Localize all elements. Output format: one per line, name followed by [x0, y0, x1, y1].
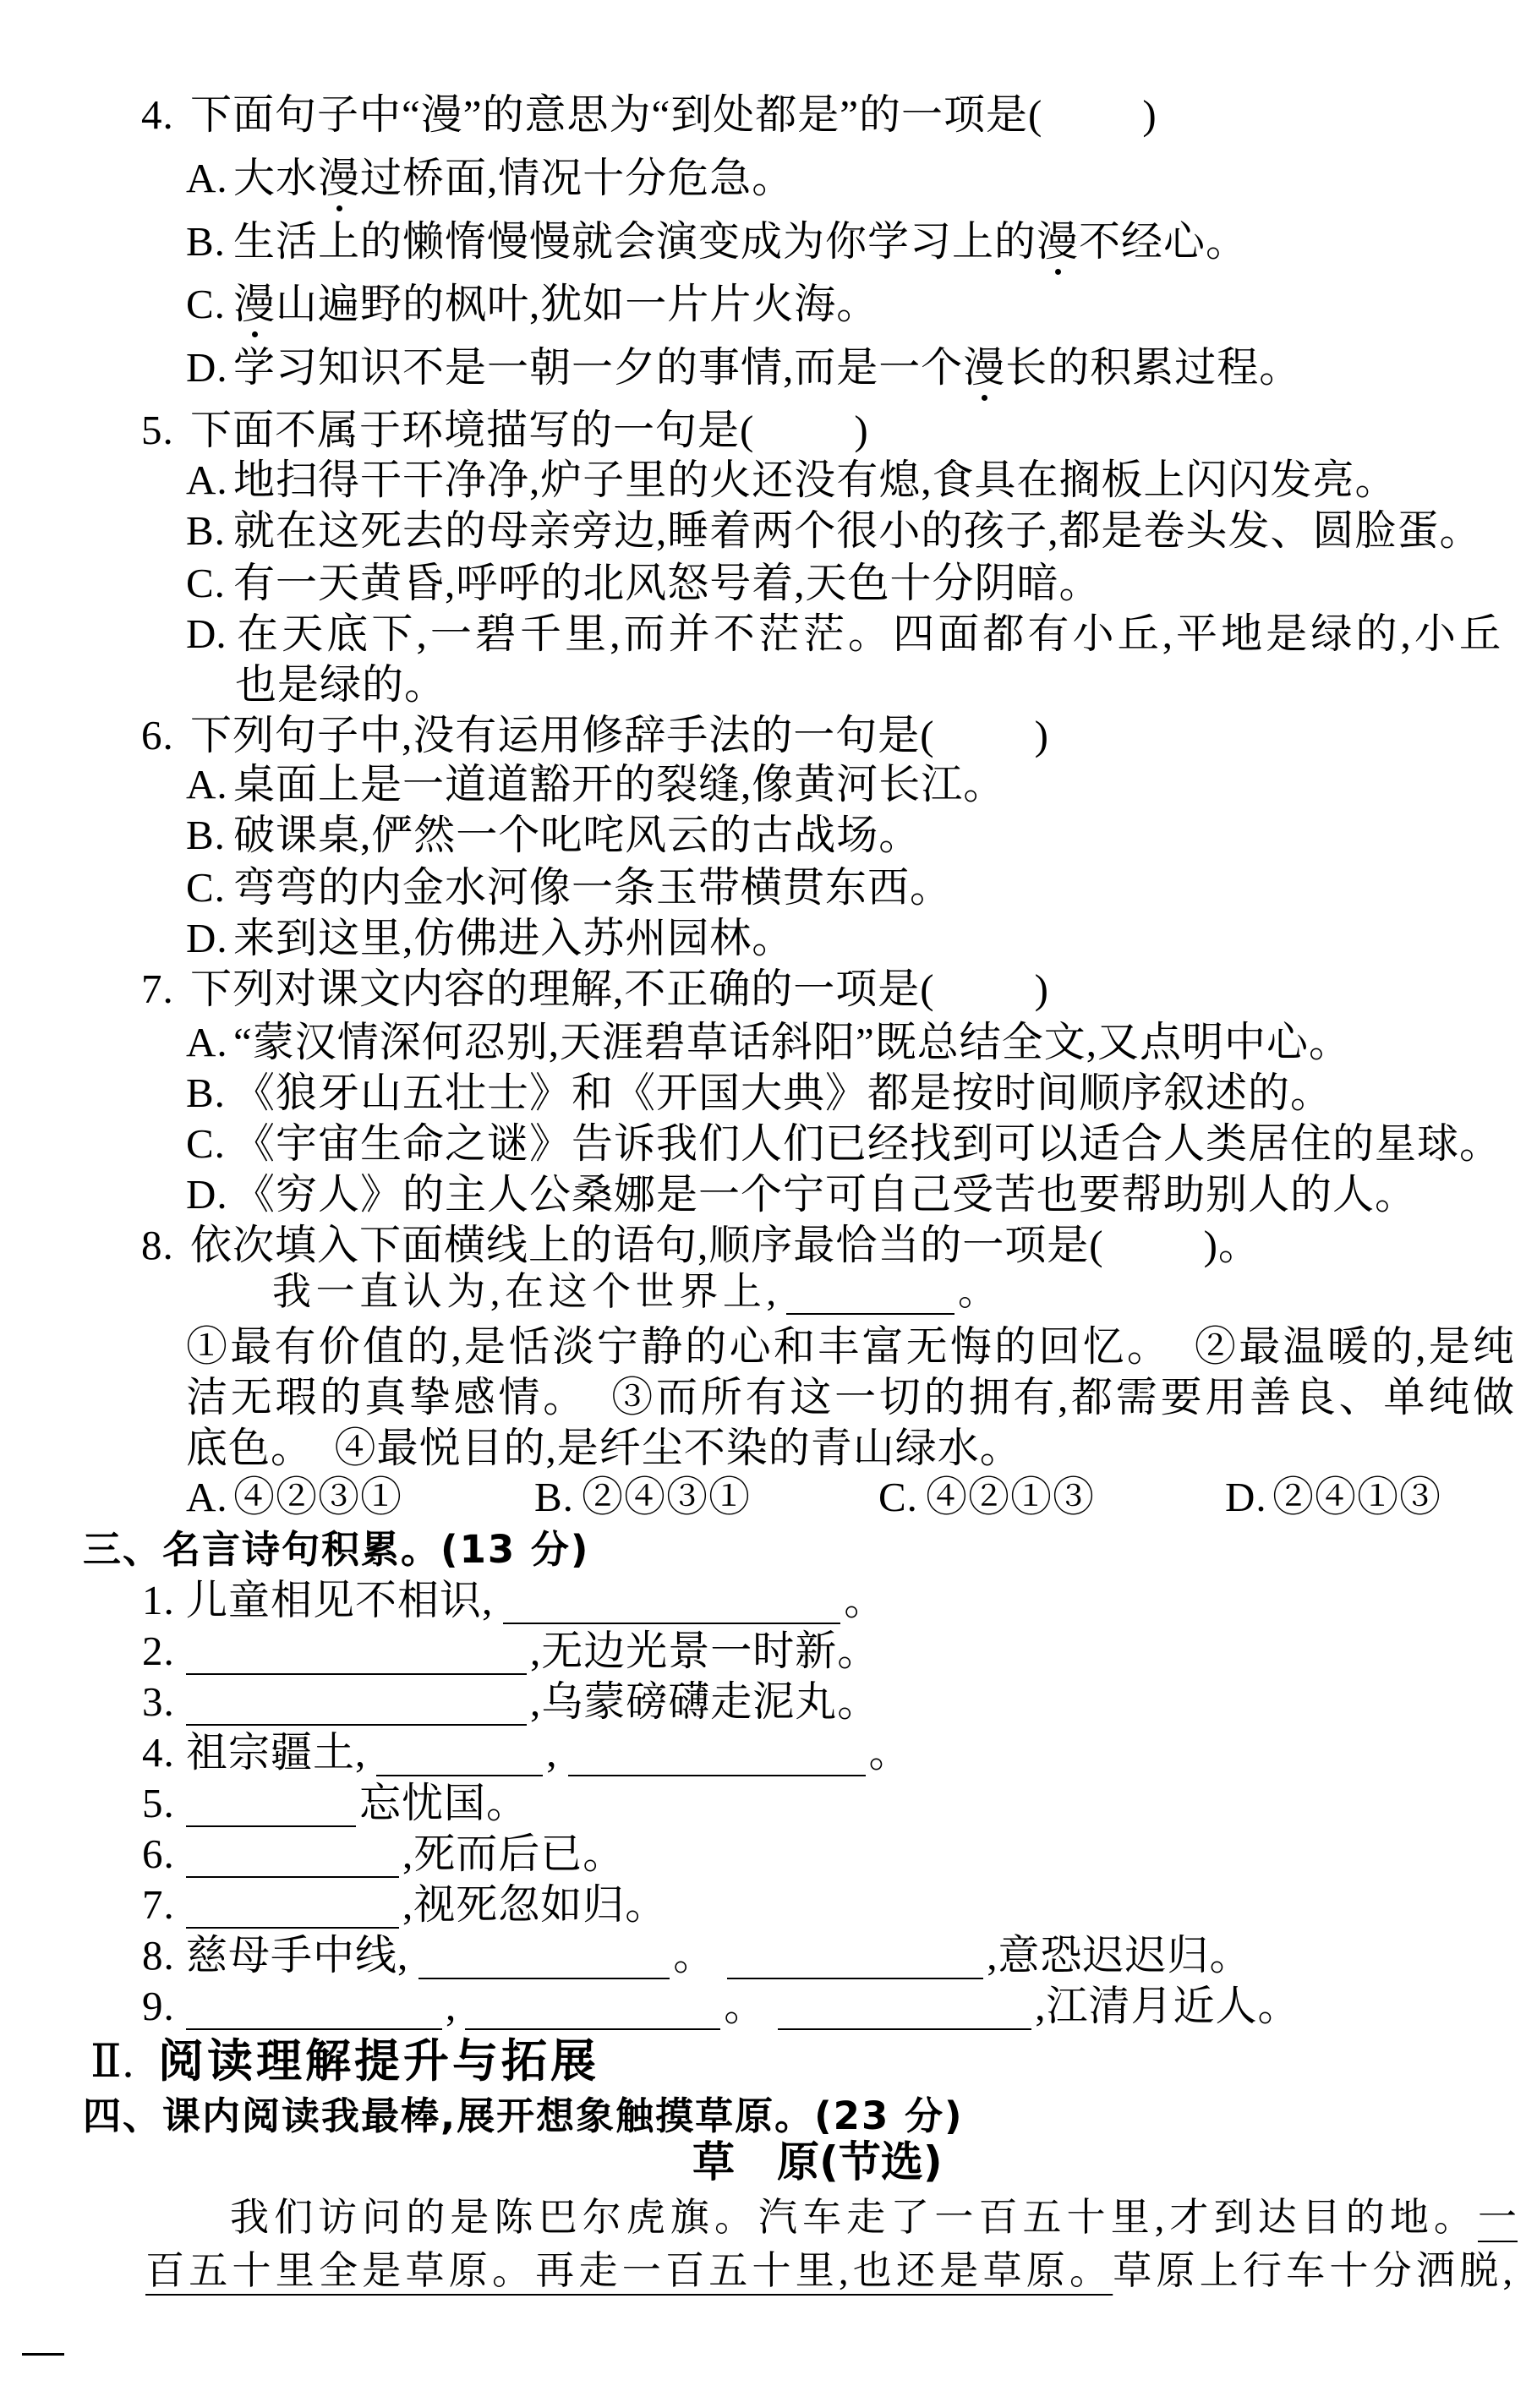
lead-end: 。	[958, 1270, 998, 1313]
answer-paren-close: )	[854, 407, 869, 453]
q7-option-b	[186, 1072, 1332, 1114]
option-text: 不经心。	[1079, 218, 1249, 265]
fill-blank	[727, 1978, 983, 1979]
option-label: C.	[186, 281, 226, 327]
question-number: 4.	[141, 91, 174, 138]
option-text: 弯弯的内金水河像一条玉带横贯东西。	[233, 864, 953, 911]
option-label: A.	[186, 155, 228, 201]
passage-underlined-text: 百五十里全是草原。再走一百五十里,也还是草原。	[145, 2249, 1113, 2292]
option-label: C.	[186, 1120, 226, 1167]
q4-option-d	[186, 344, 1302, 391]
question-stem: 依次填入下面横线上的语句,顺序最恰当的一项是	[190, 1222, 1090, 1268]
item-text: 。	[844, 1577, 887, 1623]
option-text: 《穷人》的主人公桑娜是一个宁可自己受苦也要帮助别人的人。	[233, 1171, 1418, 1218]
option-label: D.	[186, 610, 227, 657]
emphasized-char	[318, 157, 360, 200]
item-text: 。	[724, 1983, 767, 2029]
q8-option-d	[1225, 1476, 1441, 1519]
q7-option-d	[186, 1171, 1418, 1218]
item-text: ,江清月近人。	[1035, 1983, 1300, 2029]
option-label: C.	[186, 560, 226, 606]
answer-paren-close: )。	[1203, 1222, 1261, 1268]
passage-underlined-text: 一	[1478, 2196, 1518, 2239]
option-text: ②④③①	[582, 1474, 752, 1520]
emphasized-char	[233, 283, 276, 326]
fill-blank	[186, 2028, 442, 2030]
answer-paren-open: (	[1089, 1222, 1104, 1268]
question-number: 8.	[141, 1222, 174, 1268]
answer-paren-close: )	[1142, 91, 1157, 138]
fill-blank	[186, 1673, 527, 1675]
part-2-heading	[90, 2034, 599, 2088]
emphasized-char-text: 漫	[233, 281, 276, 327]
q6-option-a	[186, 763, 1005, 806]
poem-item-3	[142, 1678, 880, 1726]
option-text: 学习知识不是一朝一夕的事情,而是一个	[233, 344, 964, 391]
passage-title: 草 原(节选)	[692, 2137, 943, 2186]
fill-blank	[786, 1313, 954, 1315]
emphasized-char-text: 漫	[318, 155, 361, 201]
option-label: D.	[1225, 1474, 1267, 1520]
option-label: A.	[186, 1019, 228, 1065]
answer-paren-open: (	[920, 712, 935, 758]
q8-option-c	[878, 1476, 1095, 1519]
option-text: 有一天黄昏,呼呼的北风怒号着,天色十分阴暗。	[233, 560, 1102, 606]
emphasized-char	[963, 344, 1006, 391]
q8-sentences-line-2	[186, 1376, 1514, 1419]
q7-option-c	[186, 1120, 1502, 1167]
question-number: 5.	[141, 407, 174, 453]
emphasis-dot-icon	[252, 331, 258, 337]
option-text: ④②③①	[233, 1474, 403, 1520]
q8-option-a	[186, 1476, 402, 1519]
poem-item-9	[142, 1985, 1300, 2030]
question-6	[141, 714, 1049, 757]
option-label: A.	[186, 1474, 228, 1520]
answer-paren-open: (	[740, 407, 755, 453]
item-text: 儿童相见不相识,	[186, 1577, 494, 1623]
question-7	[141, 968, 1049, 1010]
section-3-heading: 三、名言诗句积累。(13 分)	[83, 1527, 590, 1572]
q8-lead-sentence	[272, 1271, 998, 1315]
sentences-text: 洁无瑕的真挚感情。 ③而所有这一切的拥有,都需要用善良、单纯做	[186, 1374, 1514, 1420]
option-text: 地扫得干干净净,炉子里的火还没有熄,食具在搁板上闪闪发亮。	[233, 457, 1398, 503]
part-title: 阅读理解提升与拓展	[158, 2034, 599, 2088]
option-text: 在天底下,一碧千里,而并不茫茫。四面都有小丘,平地是绿的,小丘	[233, 610, 1501, 657]
q5-option-d-continued	[235, 661, 447, 708]
fill-blank	[186, 1724, 527, 1726]
emphasis-dot-icon	[982, 395, 987, 401]
poem-item-5	[142, 1782, 528, 1827]
item-text: ,意恐迟迟归。	[987, 1932, 1252, 1978]
option-label: D.	[186, 344, 228, 391]
fill-blank	[568, 1775, 866, 1776]
q6-option-b	[186, 814, 921, 856]
item-number: 3.	[142, 1678, 175, 1725]
item-text: ,死而后已。	[402, 1831, 626, 1877]
option-label: B.	[186, 218, 226, 265]
part-numeral: Ⅱ.	[90, 2036, 135, 2087]
option-label: D.	[186, 915, 228, 961]
answer-paren-open: (	[1028, 91, 1043, 138]
q5-option-d	[186, 610, 1501, 657]
q5-option-a	[186, 459, 1398, 501]
q4-option-a	[186, 157, 794, 200]
answer-paren-close: )	[1034, 966, 1049, 1012]
option-label: C.	[186, 864, 226, 911]
emphasis-dot-icon	[1055, 269, 1061, 275]
fill-blank	[376, 1775, 543, 1776]
item-text: ,	[546, 1729, 558, 1776]
option-text: 《狼牙山五壮士》和《开国大典》都是按时间顺序叙述的。	[233, 1070, 1333, 1116]
passage-text: 草原上行车十分洒脱,	[1113, 2249, 1513, 2292]
option-text: 来到这里,仿佛进入苏州园林。	[233, 915, 795, 961]
fill-blank	[186, 1927, 399, 1929]
answer-paren-close: )	[1034, 712, 1049, 758]
lead-text: 我一直认为,在这个世界上,	[272, 1270, 777, 1313]
item-number: 1.	[142, 1577, 175, 1623]
option-text: 桌面上是一道道豁开的裂缝,像黄河长江。	[233, 761, 1006, 807]
q8-sentences-line-3	[186, 1427, 1022, 1469]
option-label: D.	[186, 1171, 228, 1218]
item-text: 祖宗疆土,	[186, 1729, 367, 1776]
option-text: 《宇宙生命之谜》告诉我们人们已经找到可以适合人类居住的星球。	[233, 1120, 1502, 1167]
fill-blank	[186, 1825, 356, 1827]
option-label: B.	[186, 1070, 226, 1116]
poem-item-8	[142, 1932, 1252, 1979]
question-4	[141, 91, 1157, 138]
poem-item-1	[142, 1579, 886, 1624]
q8-option-b	[534, 1476, 751, 1519]
poem-item-2	[142, 1630, 879, 1675]
q6-option-c	[186, 864, 953, 911]
fill-blank	[465, 2028, 720, 2030]
q5-option-b	[186, 507, 1482, 554]
item-number: 5.	[142, 1780, 175, 1826]
option-text: 长的积累过程。	[1005, 344, 1302, 391]
question-5	[141, 409, 869, 452]
poem-item-4	[142, 1729, 911, 1776]
option-label: A.	[186, 457, 228, 503]
option-label: B.	[186, 812, 226, 858]
passage-text: 我们访问的是陈巴尔虎旗。汽车走了一百五十里,才到达目的地。	[230, 2196, 1478, 2239]
option-text: 山遍野的枫叶,犹如一片片火海。	[276, 281, 879, 327]
section-4-heading: 四、课内阅读我最棒,展开想象触摸草原。(23 分)	[83, 2093, 964, 2138]
item-number: 8.	[142, 1932, 175, 1978]
item-text: 慈母手中线,	[186, 1932, 409, 1978]
option-label: B.	[534, 1474, 574, 1520]
item-text: ,	[446, 1983, 457, 2029]
item-number: 9.	[142, 1983, 175, 2029]
option-text: 破课桌,俨然一个叱咤风云的古战场。	[233, 812, 922, 858]
q7-option-a	[186, 1021, 1351, 1064]
option-text: 过桥面,情况十分危急。	[360, 155, 795, 201]
item-number: 4.	[142, 1729, 175, 1776]
option-label: C.	[878, 1474, 918, 1520]
emphasized-char-text: 漫	[1037, 218, 1080, 265]
poem-item-7	[142, 1881, 668, 1929]
sentences-text: 底色。 ④最悦目的,是纤尘不染的青山绿水。	[186, 1425, 1022, 1471]
q8-sentences-line-1	[186, 1323, 1514, 1370]
emphasized-char	[1037, 218, 1080, 265]
question-number: 6.	[141, 712, 174, 758]
item-text: 。	[868, 1729, 911, 1776]
fill-blank	[418, 1978, 670, 1979]
q4-option-c	[186, 283, 878, 326]
option-text: 就在这死去的母亲旁边,睡着两个很小的孩子,都是卷头发、圆脸蛋。	[233, 507, 1482, 554]
question-stem: 下面不属于环境描写的一句是	[190, 407, 741, 453]
option-text: ④②①③	[926, 1474, 1096, 1520]
page-edge-mark	[22, 2353, 64, 2356]
option-text: 大水	[233, 155, 319, 201]
answer-paren-open: (	[920, 966, 935, 1012]
question-stem: 下列对课文内容的理解,不正确的一项是	[190, 966, 921, 1012]
item-text: 。	[673, 1932, 716, 1978]
option-text: ②④①③	[1272, 1474, 1442, 1520]
item-text: 忘忧国。	[359, 1780, 529, 1826]
passage-line-2	[145, 2250, 1513, 2292]
question-8	[141, 1224, 1261, 1267]
q6-option-d	[186, 917, 794, 960]
option-text: 也是绿的。	[235, 661, 447, 708]
option-text: “蒙汉情深何忍别,天涯碧草话斜阳”既总结全文,又点明中心。	[233, 1019, 1351, 1065]
option-label: A.	[186, 761, 228, 807]
question-stem: 下列句子中,没有运用修辞手法的一句是	[190, 712, 921, 758]
fill-blank	[503, 1623, 840, 1624]
option-text: 生活上的懒惰慢慢就会演变成为你学习上的	[233, 218, 1037, 265]
passage-line-1	[230, 2197, 1518, 2239]
question-number: 7.	[141, 966, 174, 1012]
question-stem: 下面句子中“漫”的意思为“到处都是”的一项是	[190, 91, 1028, 138]
emphasis-dot-icon	[336, 205, 342, 211]
fill-blank	[186, 1876, 399, 1878]
item-text: ,乌蒙磅礴走泥丸。	[530, 1678, 880, 1725]
q5-option-c	[186, 562, 1102, 605]
item-number: 7.	[142, 1881, 175, 1928]
item-text: ,视死忽如归。	[402, 1881, 668, 1928]
item-number: 2.	[142, 1628, 175, 1674]
emphasized-char-text: 漫	[963, 344, 1006, 391]
q4-option-b	[186, 218, 1249, 265]
sentences-text: ①最有价值的,是恬淡宁静的心和丰富无悔的回忆。 ②最温暖的,是纯	[186, 1323, 1514, 1370]
item-text: ,无边光景一时新。	[530, 1628, 880, 1674]
fill-blank	[778, 2028, 1031, 2030]
option-label: B.	[186, 507, 226, 554]
item-number: 6.	[142, 1831, 175, 1877]
poem-item-6	[142, 1833, 625, 1878]
